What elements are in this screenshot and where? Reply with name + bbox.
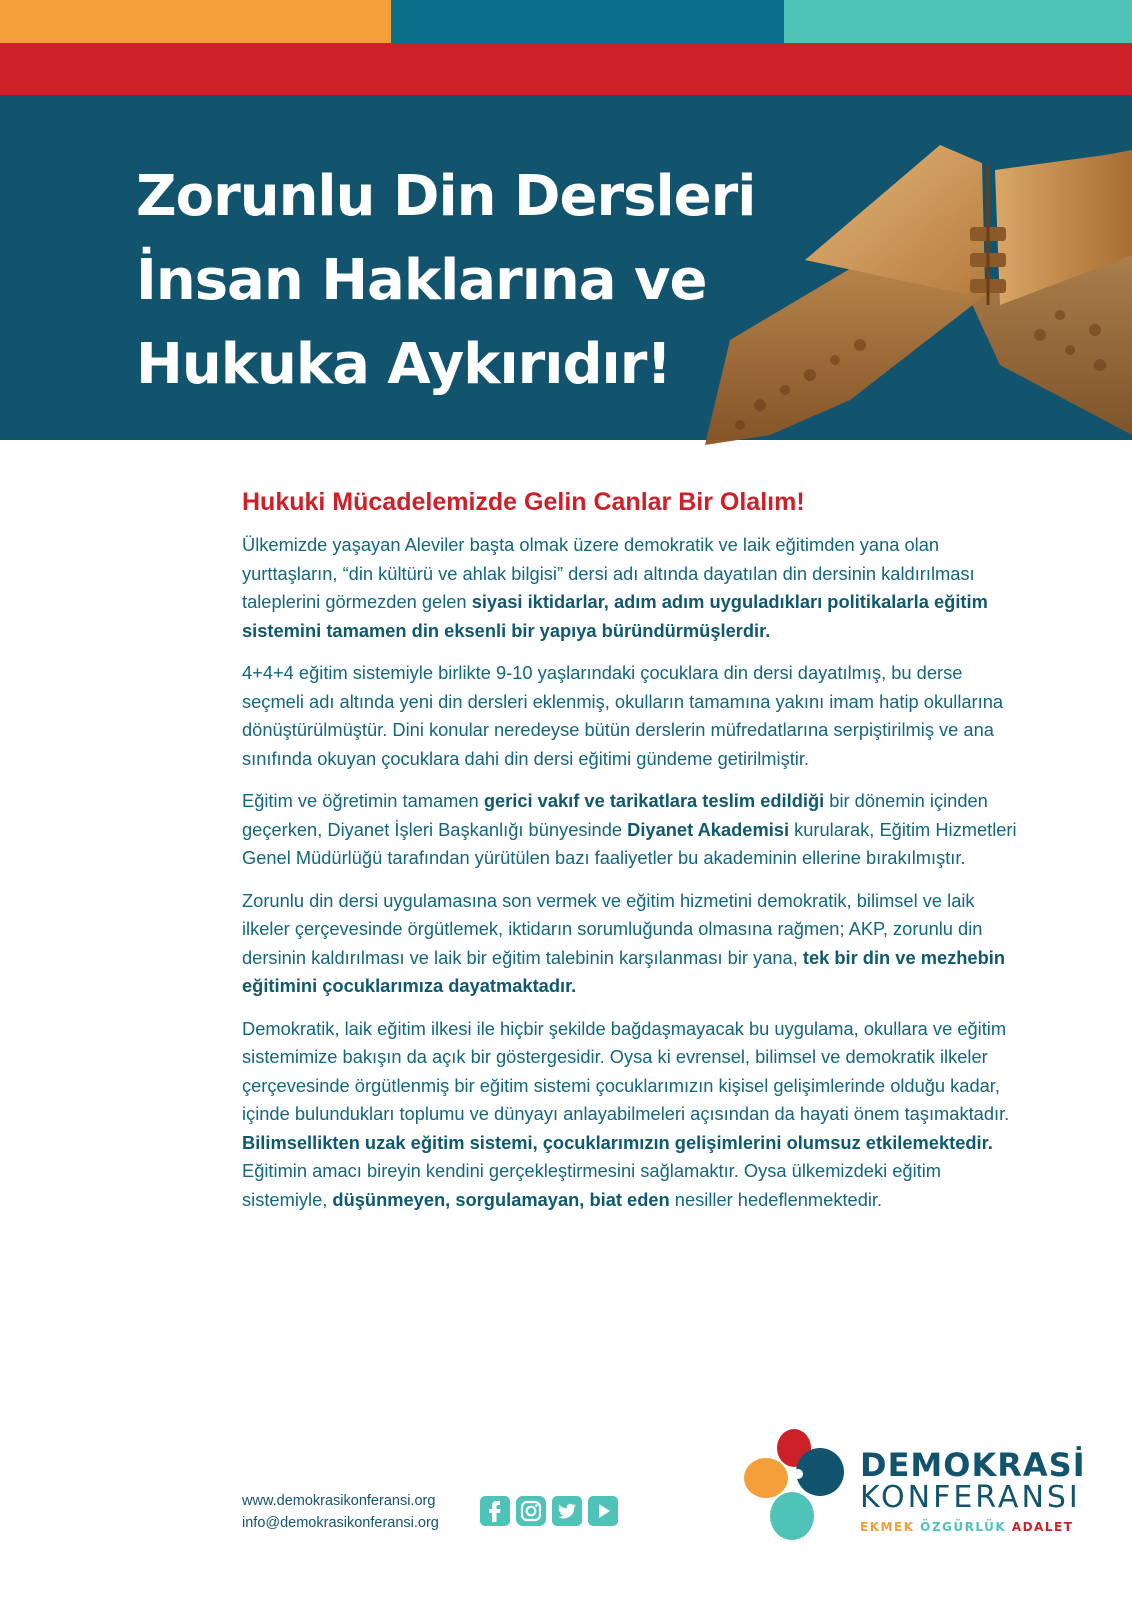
- title-line-3: Hukuka Aykırıdır!: [136, 332, 671, 397]
- website-link[interactable]: www.demokrasikonferansi.org: [242, 1493, 436, 1509]
- top-stripe-mint: [784, 0, 1132, 43]
- email-link[interactable]: info@demokrasikonferansi.org: [242, 1515, 439, 1531]
- brand-slogan: [860, 1520, 1086, 1534]
- paragraph-2: 4+4+4 eğitim sistemiyle birlikte 9-10 yaşlarındaki çocuklara din dersi dayatılmış, bu derse seçmeli adı altında yeni din dersleri eklenmiş, okulların tamamına yakını imam hatip okullarına dönüştürülmüştür. Dini konular neredeyse bütün derslerin müfredatlarına serpiştirilmiş ve ana sınıfında okuyan çocuklara dahi din dersi eğitimi gündeme getirilmiştir.: [242, 662, 1004, 769]
- brand-wordmark: [860, 1448, 1086, 1534]
- paragraph-5: Demokratik, laik eğitim ilkesi ile hiçbir şekilde bağdaşmayacak bu uygulama, okullara ve eğitim sistemimize bakışın da açık bir göstergesidir. Oysa ki evrensel, bilimsel ve demokratik ilkeler çerçevesinde örgütlenmiş bir eğitim sistemi çocuklarımızın kişisel gelişimlerinde olduğu kadar, içinde bulundukları toplumu ve dünyayı anlayabilmeleri açısından da hayati önem taşımaktadır. Bilimsellikten uzak eğitim sistemi, çocuklarımızın gelişimlerini olumsuz etkilemektedir. Eğitimin amacı bireyin kendini gerçekleştirmesini sağlamaktır. Oysa ülkemizdeki eğitim sistemiyle, düşünmeyen, sorgulamayan, biat eden nesiller hedeflenmektedir.: [242, 1017, 1010, 1210]
- brand-line-1: DEMOKRASİ: [860, 1446, 1086, 1484]
- paragraph-3: Eğitim ve öğretimin tamamen gerici vakıf ve tarikatlara teslim edildiği bir dönemin içinden geçerken, Diyanet İşleri Başkanlığı bünyesinde Diyanet Akademisi kurularak, Eğitim Hizmetleri Genel Müdürlüğü tarafından yürütülen bazı faaliyetler bu akademinin ellerine bırakılmıştır.: [242, 790, 1017, 868]
- top-stripe-teal: [391, 0, 784, 43]
- slogan-word-2: ÖZGÜRLÜK: [920, 1520, 1007, 1534]
- main-content: [242, 488, 1022, 1228]
- social-icons: [480, 1496, 618, 1526]
- paragraph-1: Ülkemizde yaşayan Aleviler başta olmak üzere demokratik ve laik eğitimden yana olan yurttaşların, “din kültürü ve ahlak bilgisi” dersi adı altında dayatılan din dersinin kaldırılması taleplerini görmezden gelen siyasi iktidarlar, adım adım uyguladıkları politikalarla eğitim sistemini tamamen din eksenli bir yapıya büründürmüşlerdir.: [242, 534, 988, 641]
- facebook-icon[interactable]: [480, 1496, 510, 1526]
- paragraph-4: Zorunlu din dersi uygulamasına son vermek ve eğitim hizmetini demokratik, bilimsel ve laik ilkeler çerçevesinde örgütlemek, iktidarın sorumluğunda olmasına rağmen; AKP, zorunlu din dersinin kaldırılması ve laik bir eğitim talebinin karşılanması bir yana, tek bir din ve mezhebin eğitimini çocuklarımıza dayatmaktadır.: [242, 889, 1006, 996]
- page-title: [136, 155, 776, 407]
- title-line-1: Zorunlu Din Dersleri: [136, 164, 756, 229]
- slogan-word-3: ADALET: [1011, 1520, 1074, 1534]
- demokrasi-konferansi-logo-icon: [738, 1428, 858, 1546]
- top-stripe-orange: [0, 0, 391, 43]
- footer-contact: [242, 1490, 439, 1534]
- section-subheading: Hukuki Mücadelemizde Gelin Canlar Bir Olalım!: [242, 488, 805, 516]
- quran-stand-rahle-icon: [700, 135, 1132, 475]
- slogan-word-1: EKMEK: [860, 1520, 915, 1534]
- title-line-2: İnsan Haklarına ve: [136, 248, 707, 313]
- twitter-icon[interactable]: [552, 1496, 582, 1526]
- brand-line-2: KONFERANSI: [860, 1480, 1081, 1515]
- instagram-icon[interactable]: [516, 1496, 546, 1526]
- red-banner-bar: [0, 43, 1132, 95]
- youtube-icon[interactable]: [588, 1496, 618, 1526]
